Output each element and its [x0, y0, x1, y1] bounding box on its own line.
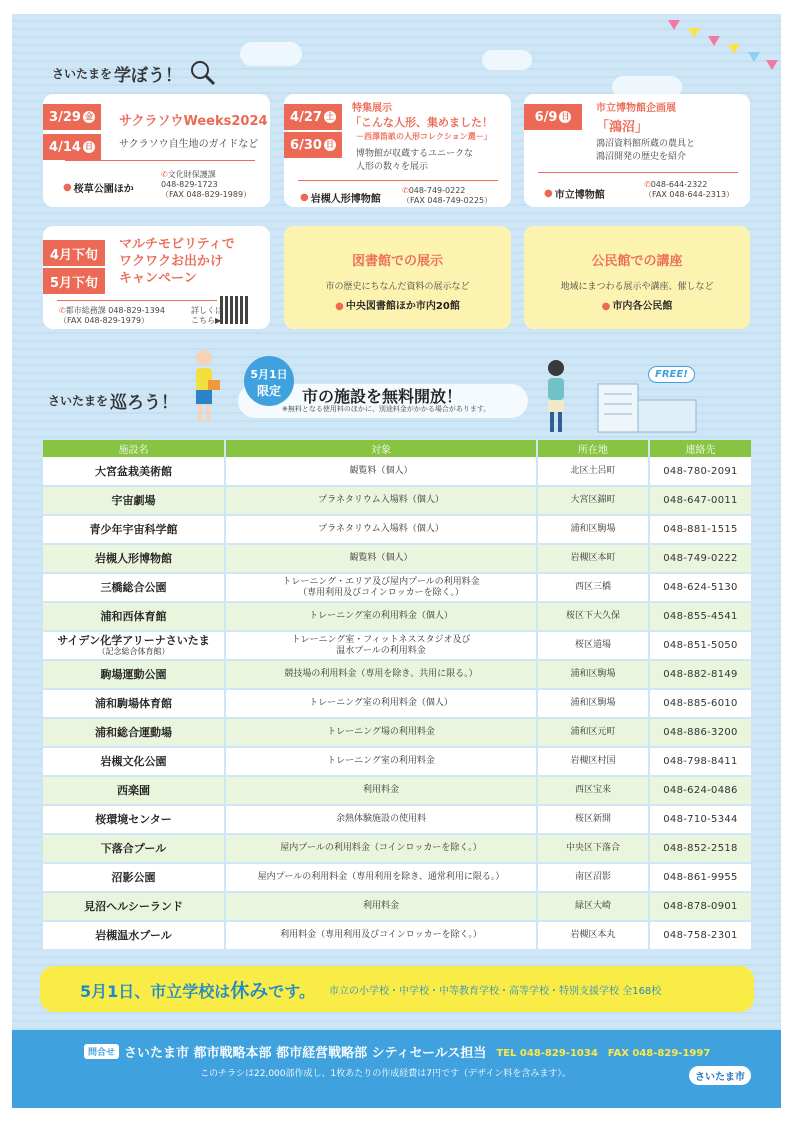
col-header: 対象	[225, 440, 537, 457]
date-end: 6/30 日	[284, 132, 342, 158]
facility-location: 桜区新開	[537, 805, 649, 834]
facility-name: 浦和西体育館	[43, 602, 225, 631]
card-title: マルチモビリティで ワクワクお出かけ キャンペーン	[119, 237, 235, 286]
facility-phone: 048-647-0011	[649, 486, 751, 515]
facility-location: 岩槻区村国	[537, 747, 649, 776]
facility-target: プラネタリウム入場料（個人）	[225, 515, 537, 544]
school-holiday-banner	[40, 966, 754, 1012]
tour-heading-big: 巡ろう！	[110, 393, 179, 413]
table-row	[43, 457, 751, 486]
facility-location: 岩槻区本町	[537, 544, 649, 573]
card-contact: ✆文化財保護課 048-829-1723 （FAX 048-829-1989）	[161, 170, 252, 199]
card-contact: ✆048-644-2322 （FAX 048-644-2313）	[644, 180, 735, 199]
facility-name: サイデン化学アリーナさいたま （記念総合体育館）	[43, 631, 225, 660]
facility-name: 下落合プール	[43, 834, 225, 863]
card-title: 図書館での展示	[351, 254, 443, 269]
facility-target: 利用料金	[225, 776, 537, 805]
free-title: 市の施設を無料開放！	[302, 387, 463, 406]
facility-name: 浦和総合運動場	[43, 718, 225, 747]
cloud-decoration	[240, 42, 302, 66]
facility-target: トレーニング室の利用料金（個人）	[225, 602, 537, 631]
facility-table	[43, 440, 751, 951]
table-row	[43, 602, 751, 631]
facility-name: 西楽園	[43, 776, 225, 805]
facility-location: 西区三橋	[537, 573, 649, 602]
facility-location: 桜区下大久保	[537, 602, 649, 631]
location-pin-icon: ●	[544, 188, 553, 199]
date-start: 4/27 土	[284, 104, 342, 130]
facility-phone: 048-882-8149	[649, 660, 751, 689]
table-row	[43, 660, 751, 689]
card-title: サクラソウWeeks2024	[119, 114, 268, 129]
learn-heading-prefix: さいたまを	[52, 66, 113, 81]
tour-heading-prefix: さいたまを	[48, 394, 109, 408]
card-title: 公民館での講座	[591, 254, 683, 269]
divider	[57, 300, 217, 301]
card-place: ● 市立博物館	[544, 188, 605, 201]
location-pin-icon: ●	[601, 301, 611, 312]
facility-phone: 048-624-0486	[649, 776, 751, 805]
facility-location: 大宮区錦町	[537, 486, 649, 515]
facility-phone: 048-749-0222	[649, 544, 751, 573]
facility-target: 屋内プールの利用料金（専用利用を除き、通常利用に限る。）	[225, 863, 537, 892]
facility-name: 浦和駒場体育館	[43, 689, 225, 718]
facility-target: トレーニング・エリア及び屋内プールの利用料金 （専用利用及びコインロッカーを除く。）	[225, 573, 537, 602]
card-title: 「鴻沼」	[596, 120, 649, 135]
date-end: 4/14 日	[43, 134, 101, 160]
card-subtitle: －西澤笛畝の人形コレクション選－」	[356, 132, 492, 141]
footer-tel: TEL 048-829-1034 FAX 048-829-1997	[496, 1048, 711, 1059]
facility-location: 浦和区駒場	[537, 689, 649, 718]
facility-target: 余熱体験施設の使用料	[225, 805, 537, 834]
pennant-decoration	[668, 20, 680, 30]
col-header: 所在地	[537, 440, 649, 457]
limited-badge	[244, 356, 294, 406]
card-label: 市立博物館企画展	[596, 103, 676, 114]
pennant-decoration	[748, 52, 760, 62]
contact-tag: 問合せ	[84, 1044, 119, 1059]
tour-heading	[48, 388, 178, 413]
card-desc: サクラソウ自生地のガイドなど	[119, 139, 259, 150]
table-row	[43, 776, 751, 805]
footer-contact	[84, 1042, 710, 1061]
facility-location: 浦和区駒場	[537, 660, 649, 689]
facility-phone: 048-878-0901	[649, 892, 751, 921]
event-card-kominkan	[524, 226, 750, 329]
footer	[12, 1030, 781, 1108]
card-contact: ✆都市総務課 048-829-1394 （FAX 048-829-1979）	[59, 306, 165, 325]
facility-name: 沼影公園	[43, 863, 225, 892]
person-illustration	[536, 356, 576, 436]
free-sign: FREE!	[648, 366, 695, 383]
facility-location: 浦和区元町	[537, 718, 649, 747]
learn-heading-big: 学ぼう！	[114, 65, 183, 86]
table-row	[43, 718, 751, 747]
table-row	[43, 834, 751, 863]
facility-location: 西区宝来	[537, 776, 649, 805]
facility-phone: 048-886-3200	[649, 718, 751, 747]
facility-location: 北区土呂町	[537, 457, 649, 486]
facility-phone: 048-852-2518	[649, 834, 751, 863]
facility-phone: 048-710-5344	[649, 805, 751, 834]
facility-location: 岩槻区本丸	[537, 921, 649, 950]
facility-target: 観覧料（個人）	[225, 544, 537, 573]
facility-phone: 048-885-6010	[649, 689, 751, 718]
event-card-library	[284, 226, 511, 329]
facility-phone: 048-881-1515	[649, 515, 751, 544]
facility-name: 三橋総合公園	[43, 573, 225, 602]
facility-name: 大宮盆栽美術館	[43, 457, 225, 486]
col-header: 連絡先	[649, 440, 751, 457]
facility-target: 競技場の利用料金（専用を除き、共用に限る。）	[225, 660, 537, 689]
pennant-decoration	[728, 44, 740, 54]
phone-icon: ✆	[59, 306, 66, 315]
card-title: 「こんな人形、集めました！	[350, 116, 493, 129]
facility-location: 中央区下落合	[537, 834, 649, 863]
facility-name: 岩槻人形博物館	[43, 544, 225, 573]
event-card-mobility	[43, 226, 270, 329]
facility-target: トレーニング場の利用料金	[225, 718, 537, 747]
limited-date: 5月1日	[250, 368, 288, 381]
card-desc: 博物館が収蔵するユニークな 人形の数々を展示	[356, 149, 474, 172]
facility-target: 屋内プールの利用料金（コインロッカーを除く。）	[225, 834, 537, 863]
location-pin-icon: ●	[300, 192, 309, 203]
facility-location: 浦和区駒場	[537, 515, 649, 544]
card-contact: ✆048-749-0222 （FAX 048-749-0225）	[402, 186, 493, 205]
card-place: ● 岩槻人形博物館	[300, 192, 381, 205]
table-row	[43, 892, 751, 921]
divider	[65, 160, 255, 161]
table-row	[43, 689, 751, 718]
card-place: ● 中央図書館ほか市内20館	[335, 301, 460, 312]
card-place: ● 市内各公民館	[601, 301, 673, 312]
pennant-decoration	[708, 36, 720, 46]
facility-phone: 048-758-2301	[649, 921, 751, 950]
facility-name: 桜環境センター	[43, 805, 225, 834]
date-end: 5月下旬	[43, 268, 105, 294]
event-card-konuma	[524, 94, 750, 207]
facility-target: 観覧料（個人）	[225, 457, 537, 486]
learn-heading	[52, 58, 218, 88]
location-pin-icon: ●	[63, 182, 72, 193]
facility-target: トレーニング室の利用料金（個人）	[225, 689, 537, 718]
flyer-sheet	[12, 14, 781, 1108]
facility-phone: 048-780-2091	[649, 457, 751, 486]
date-start: 3/29 金	[43, 104, 101, 130]
table-row	[43, 544, 751, 573]
phone-icon: ✆	[644, 180, 651, 189]
facility-name: 岩槻文化公園	[43, 747, 225, 776]
facility-name: 駒場運動公園	[43, 660, 225, 689]
col-header: 施設名	[43, 440, 225, 457]
table-row	[43, 515, 751, 544]
magnifier-icon	[188, 58, 218, 88]
footer-note: このチラシは22,000部作成し、1枚あたりの作成経費は7円です（デザイン料を含みます）。	[200, 1069, 571, 1079]
facility-name: 宇宙劇場	[43, 486, 225, 515]
event-card-sakurasou	[43, 94, 270, 207]
card-desc: 鴻沼資料館所蔵の農具と 鴻沼開発の歴史を紹介	[596, 139, 696, 162]
location-pin-icon: ●	[335, 301, 344, 312]
facility-target: トレーニング室・フィットネススタジオ及び 温水プールの利用料金	[225, 631, 537, 660]
facility-phone: 048-798-8411	[649, 747, 751, 776]
pennant-decoration	[688, 28, 700, 38]
phone-icon: ✆	[402, 186, 409, 195]
facility-phone: 048-855-4541	[649, 602, 751, 631]
banner-main: 5月1日、市立学校は休みです。	[80, 979, 316, 1002]
building-illustration	[592, 374, 702, 434]
facility-target: 利用料金（専用利用及びコインロッカーを除く。）	[225, 921, 537, 950]
facility-target: 利用料金	[225, 892, 537, 921]
divider	[538, 172, 738, 173]
facility-target: プラネタリウム入場料（個人）	[225, 486, 537, 515]
phone-icon: ✆	[161, 170, 168, 179]
event-card-doll-exhibit	[284, 94, 511, 207]
facility-name: 岩槻温水プール	[43, 921, 225, 950]
person-illustration	[182, 346, 226, 426]
card-place: ● 桜草公園ほか	[63, 182, 134, 195]
facility-location: 南区沼影	[537, 863, 649, 892]
table-row	[43, 921, 751, 950]
facility-name: 見沼ヘルシーランド	[43, 892, 225, 921]
facility-location: 桜区道場	[537, 631, 649, 660]
table-row	[43, 863, 751, 892]
card-desc: 市の歴史にちなんだ資料の展示など	[325, 282, 470, 292]
table-row	[43, 631, 751, 660]
table-header-row	[43, 440, 751, 457]
facility-name: 青少年宇宙科学館	[43, 515, 225, 544]
cloud-decoration	[482, 50, 532, 70]
table-row	[43, 573, 751, 602]
facility-location: 緑区大崎	[537, 892, 649, 921]
table-row	[43, 486, 751, 515]
card-label: 特集展示	[352, 103, 392, 114]
facility-phone: 048-851-5050	[649, 631, 751, 660]
footer-org: さいたま市 都市戦略本部 都市経営戦略部 シティセールス担当	[124, 1046, 487, 1061]
facility-phone: 048-861-9955	[649, 863, 751, 892]
banner-side: 市立の小学校・中学校・中等教育学校・高等学校・特別支援学校 全168校	[329, 985, 662, 997]
date-start: 4月下旬	[43, 240, 105, 266]
city-logo: さいたま市	[689, 1066, 751, 1085]
table-row	[43, 747, 751, 776]
table-row	[43, 805, 751, 834]
divider	[298, 180, 498, 181]
limited-label: 限定	[256, 384, 281, 398]
more-link[interactable]: 詳しくは こちら▶	[191, 306, 223, 325]
qr-code[interactable]	[220, 296, 248, 324]
free-note: ※無料となる使用料のほかに、別途料金がかかる場合があります。	[282, 405, 491, 413]
card-desc: 地域にまつわる展示や講座、催しなど	[560, 282, 714, 292]
pennant-decoration	[766, 60, 778, 70]
facility-phone: 048-624-5130	[649, 573, 751, 602]
facility-target: トレーニング室の利用料金	[225, 747, 537, 776]
date-start: 6/9 日	[524, 104, 582, 130]
